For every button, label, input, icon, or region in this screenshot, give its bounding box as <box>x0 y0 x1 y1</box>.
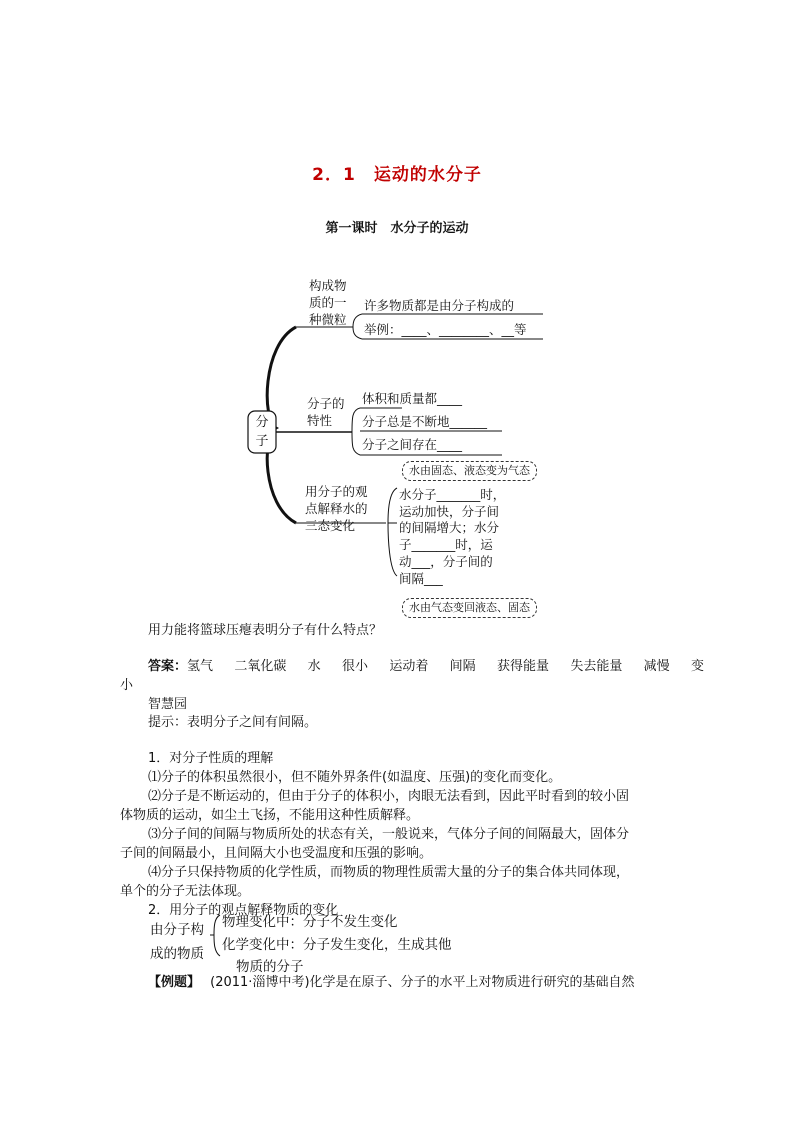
mindmap-center-label: 分子 <box>255 415 269 449</box>
lesson-subtitle: 第一课时 水分子的运动 <box>325 221 469 236</box>
answer-line: 答案：氢气 二氧化碳 水 很小 运动着 间隔 获得能量 失去能量 减慢 变 <box>148 659 704 674</box>
section2-chemical-cont: 物质的分子 <box>236 959 304 975</box>
section2-physical: 物理变化中：分子不发生变化 <box>222 914 398 930</box>
branch1-item-1: 许多物质都是由分子构成的 <box>364 298 515 313</box>
page-title: 2．1 运动的水分子 <box>312 165 482 185</box>
section2-left-label: 由分子构 成的物质 <box>150 922 204 962</box>
section1-p2a: ⑵分子是不断运动的，但由于分子的体积小，肉眼无法看到，因此平时看到的较小固 <box>148 789 630 804</box>
wisdom-hint: 提示：表明分子之间有间隔。 <box>148 715 318 730</box>
branch1-item-2: 举例：____、________、__等 <box>364 322 527 337</box>
section1-p4a: ⑷分子只保持物质的化学性质，而物质的物理性质需大量的分子的集合体共同体现， <box>148 865 630 880</box>
branch3-label: 用分子的观 点解释水的 三态变化 <box>305 484 368 533</box>
section2-heading: 2．用分子的观点解释物质的变化 <box>148 903 339 918</box>
question-text: 用力能将篮球压瘪表明分子有什么特点？ <box>148 623 383 638</box>
section1-p3a: ⑶分子间的间隔与物质所处的状态有关，一般说来，气体分子间的间隔最大，固体分 <box>148 827 630 842</box>
section1-heading: 1．对分子性质的理解 <box>148 751 274 766</box>
answer-wrap: 小 <box>120 678 134 693</box>
section1-p1: ⑴分子的体积虽然很小，但不随外界条件(如温度、压强)的变化而变化。 <box>148 770 562 785</box>
section1-p2b: 体物质的运动，如尘土飞扬，不能用这种性质解释。 <box>120 808 420 823</box>
branch1-label: 构成物 质的一 种微粒 <box>309 278 347 327</box>
wisdom-heading: 智慧园 <box>148 697 188 712</box>
answer-label: 答案： <box>148 659 188 674</box>
section1-p4b: 单个的分子无法体现。 <box>120 884 251 899</box>
branch2-item-3: 分子之间存在____ <box>362 437 463 452</box>
section2-chemical: 化学变化中：分子发生变化，生成其他 <box>222 937 452 953</box>
branch2-item-1: 体积和质量都____ <box>362 391 463 406</box>
branch3-body: 水分子_______时， 运动加快，分子间 的间隔增大；水分 子_______时，运 动___，分子间的 间隔___ <box>399 487 506 586</box>
example-label: 【例题】 <box>148 975 201 990</box>
example-line <box>148 973 635 993</box>
example-text: (2011·淄博中考)化学是在原子、分子的水平上对物质进行研究的基础自然 <box>210 975 635 990</box>
section1-p3b: 子间的间隔最小，且间隔大小也受温度和压强的影响。 <box>120 846 433 861</box>
callout-condensation: 水由气态变回液态、固态 <box>402 598 537 618</box>
callout-evaporation: 水由固态、液态变为气态 <box>402 461 537 481</box>
branch2-item-2: 分子总是不断地______ <box>362 414 488 429</box>
branch2-label: 分子的 特性 <box>307 396 345 428</box>
